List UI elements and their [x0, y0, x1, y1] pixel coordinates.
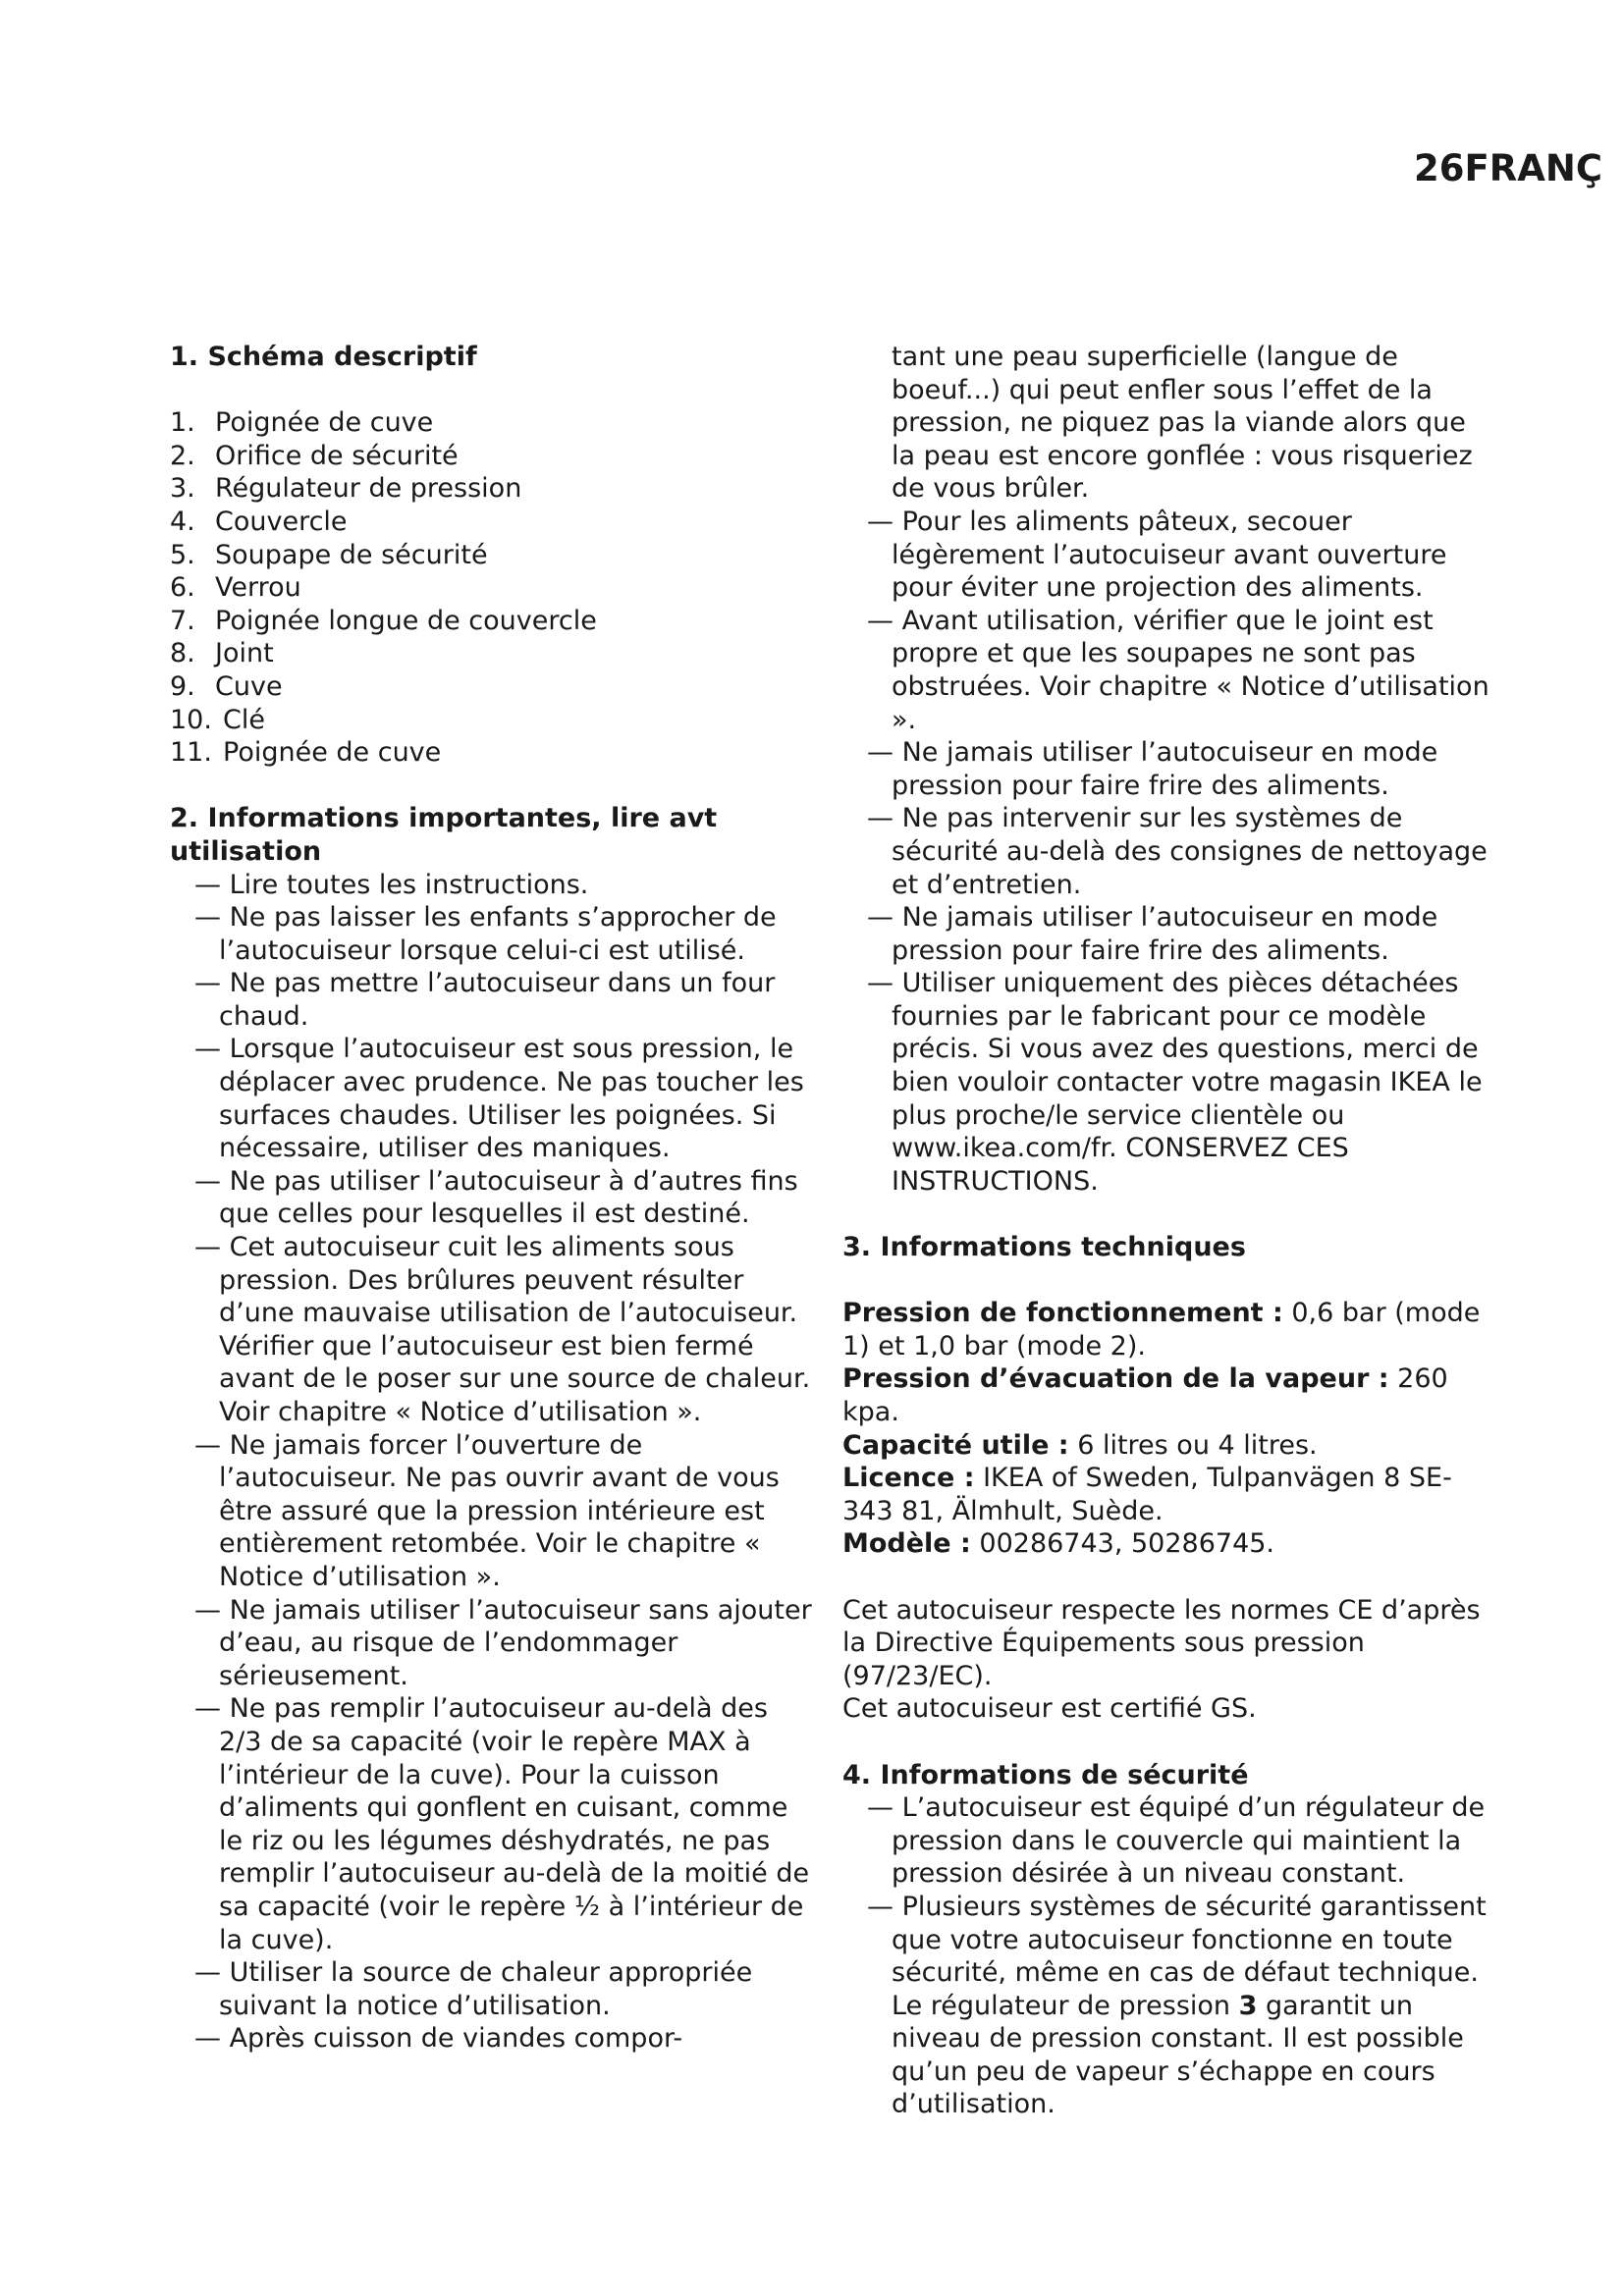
section-3-title: 3. Informations techniques [842, 1232, 1246, 1263]
left-column [170, 341, 818, 2056]
warning-item: — Utiliser uniquement des pièces détachées fournies par le fabricant pour ce modèle précis. Si vous avez des questions, merci de bien vouloir contacter votre magasin IKEA le plus proche/le service clientèle ou www.ikea.com/fr. CONSERVEZ CES INSTRUCTIONS. [867, 968, 1483, 1197]
model: Modèle : 00286743, 50286745. [842, 1528, 1275, 1560]
warning-item: — Ne jamais utiliser l’autocuiseur en mode pression pour faire frire des aliments. [867, 902, 1438, 966]
warning-item: — Ne pas intervenir sur les systèmes de sécurité au-delà des consignes de nettoyage et d’entretien. [867, 803, 1488, 900]
operating-pressure: Pression de fonctionnement : 0,6 bar (mode 1) et 1,0 bar (mode 2). [842, 1298, 1481, 1362]
part-number: 3. [170, 473, 195, 505]
part-number: 9. [170, 670, 195, 702]
warning-item: — Cet autocuiseur cuit les aliments sous pression. Des brûlures peuvent résulter d’une mauvaise utilisation de l’autocuiseur. Vérifier que l’autocuiseur est bien fermé avant de le poser sur une source de chaleur. Voir chapitre « Notice d’utilisation ». [194, 1232, 811, 1427]
part-label: Soupape de sécurité [215, 539, 488, 570]
warning-item: — Ne pas remplir l’autocuiseur au-delà des 2/3 de sa capacité (voir le repère MAX à l’intérieur de la cuve). Pour la cuisson d’aliments qui gonflent en cuisant, comme le riz ou les légumes déshydratés, ne pas remplir l’autocuiseur au-delà de la moitié de sa capacité (voir le repère ½ à l’intérieur de la cuve). [194, 1693, 810, 1955]
warning-item: — Lorsque l’autocuiseur est sous pression, le déplacer avec prudence. Ne pas toucher les surfaces chaudes. Utiliser les poignées. Si nécessaire, utiliser des maniques. [194, 1034, 804, 1164]
warning-item: — Ne pas laisser les enfants s’approcher de l’autocuiseur lorsque celui-ci est utilisé. [194, 902, 777, 966]
warning-item: — Avant utilisation, vérifier que le joint est propre et que les soupapes ne sont pas obstruées. Voir chapitre « Notice d’utilisation ». [867, 605, 1489, 735]
part-number: 7. [170, 605, 195, 636]
part-number: 2. [170, 440, 195, 471]
page-number: 26 [1414, 147, 1465, 189]
part-number: 5. [170, 539, 195, 570]
page-header [1414, 147, 1624, 206]
part-label: Orifice de sécurité [215, 440, 459, 471]
part-item [170, 670, 818, 704]
warnings-list-continued [842, 506, 1490, 1198]
norms-text: Cet autocuiseur respecte les normes CE d’après la Directive Équipements sous pression (97/23/EC). [842, 1594, 1481, 1691]
part-number: 1. [170, 407, 195, 439]
continuation-text: tant une peau superficielle (langue de boeuf...) qui peut enfler sous l’effet de la pression, ne piquez pas la viande alors que la peau est encore gonflée : vous risqueriez de vous brûler. [892, 342, 1473, 505]
steam-pressure: Pression d’évacuation de la vapeur : 260 kpa. [842, 1363, 1448, 1427]
part-label: Joint [215, 638, 274, 669]
part-item [170, 605, 818, 638]
part-number: 10. [170, 704, 212, 735]
part-item [170, 571, 818, 605]
warning-item: — Ne pas mettre l’autocuiseur dans un four chaud. [194, 968, 776, 1032]
safety-item: — Plusieurs systèmes de sécurité garantissent que votre autocuiseur fonctionne en toute sécurité, même en cas de défaut technique. Le régulateur de pression 3 garantit un niveau de pression constant. Il est possible qu’un peu de vapeur s’échappe en cours d’utilisation. [867, 1891, 1487, 2120]
warning-item: — Pour les aliments pâteux, secouer légèrement l’autocuiseur avant ouverture pour éviter une projection des aliments. [867, 506, 1447, 604]
licence: Licence : IKEA of Sweden, Tulpanvägen 8 SE-343 81, Älmhult, Suède. [842, 1463, 1452, 1526]
right-column [842, 341, 1490, 2121]
warning-item: — Lire toutes les instructions. [194, 869, 589, 900]
warning-item: — Après cuisson de viandes compor- [194, 2023, 683, 2055]
section-2-title: 2. Informations importantes, lire avt utilisation [170, 803, 718, 867]
warning-item: — Ne jamais forcer l’ouverture de l’autocuiseur. Ne pas ouvrir avant de vous être assuré que la pression intérieure est entièrement retombée. Voir le chapitre « Notice d’utilisation ». [194, 1429, 780, 1592]
warning-item: — Utiliser la source de chaleur appropriée suivant la notice d’utilisation. [194, 1957, 753, 2021]
part-number: 11. [170, 737, 212, 769]
part-item [170, 472, 818, 506]
part-item [170, 406, 818, 440]
part-label: Clé [223, 704, 265, 735]
capacity: Capacité utile : 6 litres ou 4 litres. [842, 1429, 1318, 1461]
safety-item: — L’autocuiseur est équipé d’un régulateur de pression dans le couvercle qui maintient la pression désirée à un niveau constant. [867, 1792, 1486, 1890]
part-label: Régulateur de pression [215, 473, 522, 505]
part-item [170, 637, 818, 670]
part-label: Couvercle [215, 506, 348, 537]
gs-certification: Cet autocuiseur est certifié GS. [842, 1693, 1257, 1725]
section-1-title: 1. Schéma descriptif [170, 342, 477, 372]
part-item [170, 736, 818, 770]
part-number: 6. [170, 572, 195, 604]
warning-item: — Ne jamais utiliser l’autocuiseur en mode pression pour faire frire des aliments. [867, 737, 1438, 801]
part-label: Cuve [215, 670, 283, 702]
section-4-title: 4. Informations de sécurité [842, 1759, 1249, 1790]
part-item [170, 704, 818, 737]
part-label: Verrou [215, 572, 301, 604]
part-item [170, 539, 818, 572]
part-item [170, 506, 818, 539]
warnings-list [170, 869, 818, 2056]
warning-item: — Ne pas utiliser l’autocuiseur à d’autres fins que celles pour lesquelles il est destiné. [194, 1165, 798, 1230]
part-label: Poignée longue de couvercle [215, 605, 597, 636]
language-label: FRANÇ [1464, 147, 1603, 189]
part-number: 8. [170, 638, 195, 669]
parts-list [170, 406, 818, 770]
part-label: Poignée de cuve [223, 737, 442, 769]
part-item [170, 440, 818, 473]
part-number: 4. [170, 506, 195, 537]
warning-item: — Ne jamais utiliser l’autocuiseur sans ajouter d’eau, au risque de l’endommager sérieusement. [194, 1594, 812, 1691]
part-label: Poignée de cuve [215, 407, 434, 439]
